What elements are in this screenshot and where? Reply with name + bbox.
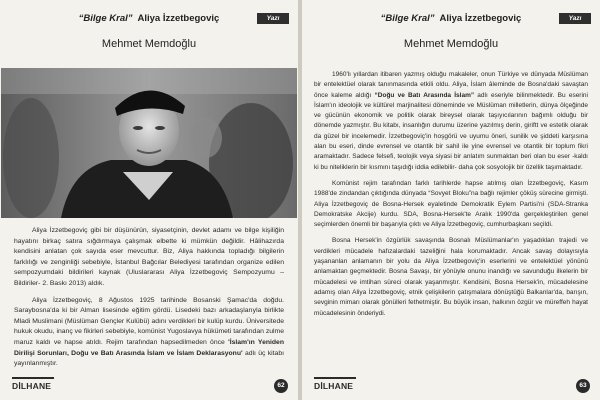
right-paragraph bbox=[314, 179, 588, 230]
paragraph-text: Komünist rejim tarafından farklı tarihlerde hapse atılmış olan İzzetbegoviç, Kasım 1988'de zindandan çıktığında dünyada “Sovyet Bloku”na bağlı rejimler çöküş sürecine girmişti. Aliya İzzetbegoviç de Bosna-Hersek eyaletinde Demokratik Eylem Partisi'ni (SDA-Stranka Demokratske Akcije) kurdu. SDA, Bosna-Hersek'te Aralık 1990'da gerçekleştirilen genel seçimlerden önemli bir başarıyla çıktı ve Aliya İzzetbegoviç, cumhurbaşkanı seçildi. bbox=[314, 179, 588, 229]
logo-bar bbox=[314, 377, 356, 379]
left-paragraph bbox=[14, 226, 284, 290]
right-page-number: 63 bbox=[576, 379, 590, 393]
dilhane-logo bbox=[314, 381, 353, 391]
right-paragraph bbox=[314, 236, 588, 318]
portrait-photo bbox=[1, 68, 297, 218]
book-titles: 'İslam'ın Yeniden Dirilişi Sorunları, Doğu ve Batı Arasında İslam ve İslam Deklarasyonu' bbox=[14, 338, 284, 357]
left-paragraph bbox=[14, 296, 284, 370]
portrait-photo-image bbox=[1, 68, 297, 218]
right-page bbox=[302, 0, 600, 400]
right-footer bbox=[302, 378, 600, 394]
paragraph-text: Bosna Hersek'in özgürlük savaşında Bosnalı Müslümanlar'ın yaşadıkları trajedi ve verdikleri mücadele hafızalardaki tazeliğini hala korumaktadır. Ancak savaş dolayısıyla yaşananları anlamanın bir yolu da Aliya İzzetbegoviç'in eserlerini ve entelektüel yönünü anlamaktan geçmektedir. Bosna Savaşı, bir yönüyle onunu inandığı ve savunduğu ilkelerin bir mücadelesi ve imtihan süreci olarak yaşanmıştır. Kendisini, Bosna Hersek'in, mücadelesine adamış olan Aliya İzzetbegoviç, etnik çelişkilerin çatışmalara dönüştüğü Balkanlar'da, barışın, sevginin mimarı olarak gönülleri fethetmiştir. Bu büyük insan, halkının özgür ve müreffeh hayat mücadelesinin önderiydi. bbox=[314, 237, 588, 317]
paragraph-text: adlı eseriyle bilinmektedir. Bu eserini İslam'ın ideolojik ve kültürel marjinalitesi döneminde ve Müslüman milletlerin, dünya ölçeğinde ve gücünün ekonomik ve politik olarak bireysel olarak taşıyıcılarının bağımlı olduğu bir dönemde yazmıştır. Bu kitabı, insanlığın durumu üzerine yazılmış derin, giriftt ve estetik olarak da güzel bir incelemedir. İzzetbegoviç'in hoşgörü ve uyumu öneri, sunilik ve şiddeti karşısına alan bu eseri, dinde evrensel ve otantik bir sahil ile yine evrensel ve otantik bir toplum fikri aramaktadır. Sadece felsefi, teolojik veya siyasi bir anlatım sunmaktan beri olan bu eser -kaldı ki bu niteliklerin bir kısmını taşıdığı iddia edilebilir- daha çok sosyolojik bir özellik taşımaktadır. bbox=[314, 91, 588, 171]
logo-text: DİLHANE bbox=[12, 381, 52, 391]
right-title-name: Aliya İzzetbegoviç bbox=[439, 13, 522, 24]
paragraph-text: adlı üç kitabı yayınlanmıştır. bbox=[14, 349, 284, 368]
right-header-title bbox=[302, 13, 600, 24]
paragraph-text: Aliya İzzetbegoviç gibi bir düşünürün, siyasetçinin, devlet adamı ve bilge kişiliğin hayatını birkaç satıra sığdırmaya çalışmak elbette ki mümkün değildir. Hâlihazırda kendisini anlatan çok sayıda eser mevcuttur. Biz, Aliya hakkında topladığı bilgilerin farklılığı ve zenginliği sebebiyle, İstanbul Bağcılar Belediyesi tarafından organize edilen sempozyumdaki bildirileri kaynak (Uluslararası Aliya İzzetbegoviç Sempozyumu –Bildiriler- 2. Baskı 2013) aldık. bbox=[14, 227, 284, 287]
left-page-number: 62 bbox=[274, 379, 288, 393]
right-title-quote: “Bilge Kral” bbox=[380, 13, 435, 24]
left-section-tag: Yazı bbox=[257, 13, 289, 24]
dilhane-logo bbox=[12, 381, 51, 391]
logo-text: DİLHANE bbox=[314, 381, 354, 391]
right-section-tag: Yazı bbox=[559, 13, 591, 24]
paragraph-text: 1960'lı yıllardan itibaren yazmış olduğu makaleler, onun Türkiye ve dünyada Müslüman bir entelektüel olarak tanınmasında etkili oldu. Aliya, İslam âleminde de Bosna'daki savaştan önce kaleme aldığı bbox=[314, 71, 588, 99]
left-author: Mehmet Memdoğlu bbox=[101, 38, 197, 50]
paragraph-text: Aliya İzzetbegoviç, 8 Ağustos 1925 tarihinde Bosanski Şamac'da doğdu. Saraybosna'da ki bir Alman lisesinde eğitim gördü. Lisedeki bazı arkadaşlarıyla birlikte Mladi Muslimani (Müslüman Gençler Kulübü) adını verdikleri bir kulüp kurdu. Üniversitede hukuk okudu, inanç ve fikirleri sebebiyle, komünist Yugoslavya hükümeti tarafından zulme maruz kaldı ve hapse atıldı. Rejim tarafından hapsedilmeden önce bbox=[14, 296, 284, 346]
left-page bbox=[0, 0, 298, 400]
left-title-quote: “Bilge Kral” bbox=[78, 13, 133, 24]
right-body-text bbox=[314, 70, 588, 325]
left-body-text bbox=[14, 226, 284, 376]
right-author: Mehmet Memdoğlu bbox=[403, 38, 499, 50]
book-title: “Doğu ve Batı Arasında İslam” bbox=[374, 91, 475, 99]
left-header-title bbox=[0, 13, 298, 24]
left-title-name: Aliya İzzetbegoviç bbox=[137, 13, 220, 24]
left-footer bbox=[0, 378, 298, 394]
logo-bar bbox=[12, 377, 54, 379]
right-paragraph bbox=[314, 70, 588, 173]
